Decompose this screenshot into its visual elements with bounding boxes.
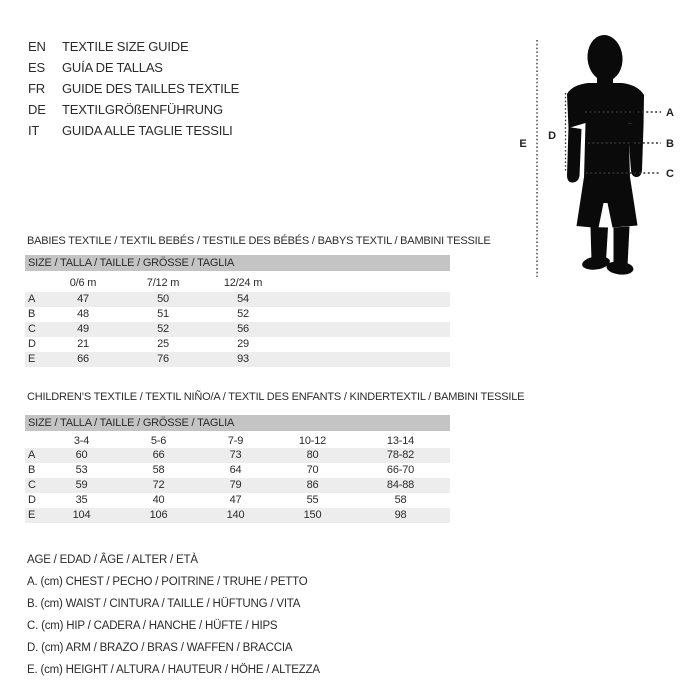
table-cell: 86 [306,479,319,491]
table-cell: 140 [226,509,245,521]
table-cell: 58 [394,494,407,506]
legend-line: C. (cm) HIP / CADERA / HANCHE / HÜFTE / HIPS [27,620,278,632]
language-list [28,36,239,141]
language-code: FR [28,81,45,96]
table-cell: 150 [303,509,322,521]
table-row [25,478,450,493]
table-cell [283,277,450,292]
table-cell: 66 [152,449,165,461]
language-row [28,120,239,141]
table-cell: C [28,323,36,335]
legend-line: A. (cm) CHEST / PECHO / POITRINE / TRUHE / PETTO [27,576,308,588]
table-cell: 66-70 [386,464,415,476]
table-cell: 25 [157,338,169,350]
table-cell: D [28,338,36,350]
table-cell: 93 [237,353,249,365]
table-cell: A [28,449,36,461]
table-cell: 73 [229,449,242,461]
children-column-header-row [25,431,450,448]
table-cell: 58 [152,464,165,476]
language-row [28,99,239,120]
table-row [25,307,450,322]
measure-label-c: C [666,168,674,180]
table-cell: 60 [75,449,88,461]
table-cell [25,435,43,448]
table-cell: 3-4 [73,435,90,447]
table-cell: 49 [77,323,89,335]
table-cell: 104 [72,509,91,521]
table-cell: 98 [394,509,407,521]
babies-column-header-row [25,271,450,292]
table-cell: 76 [157,353,169,365]
table-cell: E [28,509,36,521]
table-cell: 70 [306,464,319,476]
table-row [25,463,450,478]
table-cell: 0/6 m [69,277,97,289]
measure-label-d: D [548,130,556,142]
language-code: EN [28,39,46,54]
language-code: ES [28,60,45,75]
table-row [25,508,450,523]
table-cell: 53 [75,464,88,476]
table-cell: 7-9 [227,435,244,447]
table-cell: 51 [157,308,169,320]
babies-size-header-bar: SIZE / TALLA / TAILLE / GRÖSSE / TAGLIA [25,255,450,271]
measure-label-b: B [666,138,674,150]
table-cell: 55 [306,494,319,506]
table-cell: 56 [237,323,249,335]
table-cell: 7/12 m [146,277,180,289]
babies-table-rows [25,292,450,367]
table-cell: 66 [77,353,89,365]
table-cell: 5-6 [150,435,167,447]
legend-line: AGE / EDAD / ÂGE / ALTER / ETÀ [27,554,198,566]
table-cell: 64 [229,464,242,476]
measure-label-e: E [519,138,527,150]
language-row [28,78,239,99]
language-row [28,36,239,57]
language-title: TEXTILE SIZE GUIDE [62,39,189,54]
table-row [25,493,450,508]
language-title: GUÍA DE TALLAS [62,60,163,75]
measurement-legend [27,549,320,681]
table-cell: 10-12 [298,435,327,447]
table-cell: 52 [237,308,249,320]
children-section-title: CHILDREN’S TEXTILE / TEXTIL NIÑO/A / TEXTIL DES ENFANTS / KINDERTEXTIL / BAMBINI TESSILE [27,391,525,403]
babies-size-table [25,255,450,367]
table-cell [283,337,450,352]
babies-section-title: BABIES TEXTILE / TEXTIL BEBÉS / TESTILE DES BÉBÉS / BABYS TEXTIL / BAMBINI TESSILE [27,235,491,247]
table-row [25,322,450,337]
language-code: DE [28,102,46,117]
table-cell: 84-88 [386,479,415,491]
language-title: GUIDA ALLE TAGLIE TESSILI [62,123,233,138]
table-cell [283,322,450,337]
table-cell: B [28,308,36,320]
table-cell: 40 [152,494,165,506]
language-title: TEXTILGRÖßENFÜHRUNG [62,102,223,117]
table-cell: 50 [157,293,169,305]
table-cell: 79 [229,479,242,491]
table-row [25,448,450,463]
table-cell [283,307,450,322]
table-cell: B [28,464,36,476]
table-cell: 47 [77,293,89,305]
children-size-table [25,415,450,523]
table-cell: 59 [75,479,88,491]
child-silhouette-figure [500,30,685,285]
language-title: GUIDE DES TAILLES TEXTILE [62,81,240,96]
table-cell: 72 [152,479,165,491]
table-cell: D [28,494,36,506]
measure-label-a: A [666,107,674,119]
table-cell: 35 [75,494,88,506]
table-cell: 21 [77,338,89,350]
legend-line: E. (cm) HEIGHT / ALTURA / HAUTEUR / HÖHE / ALTEZZA [27,664,320,676]
language-code: IT [28,123,40,138]
table-cell: 47 [229,494,242,506]
legend-line: D. (cm) ARM / BRAZO / BRAS / WAFFEN / BRACCIA [27,642,293,654]
children-table-rows [25,448,450,523]
table-cell [283,352,450,367]
table-cell: 106 [149,509,168,521]
table-cell [25,277,43,292]
language-row [28,57,239,78]
table-cell: A [28,293,36,305]
table-cell: 12/24 m [223,277,263,289]
table-row [25,337,450,352]
table-row [25,352,450,367]
table-cell: 54 [237,293,249,305]
child-silhouette [567,34,644,276]
table-cell: 80 [306,449,319,461]
table-cell: 52 [157,323,169,335]
legend-line: B. (cm) WAIST / CINTURA / TAILLE / HÜFTUNG / VITA [27,598,301,610]
table-cell [283,292,450,307]
table-cell: 13-14 [386,435,415,447]
table-cell: C [28,479,36,491]
table-cell: E [28,353,36,365]
children-size-header-bar: SIZE / TALLA / TAILLE / GRÖSSE / TAGLIA [25,415,450,431]
table-cell: 29 [237,338,249,350]
table-cell: 48 [77,308,89,320]
table-cell: 78-82 [386,449,415,461]
table-row [25,292,450,307]
